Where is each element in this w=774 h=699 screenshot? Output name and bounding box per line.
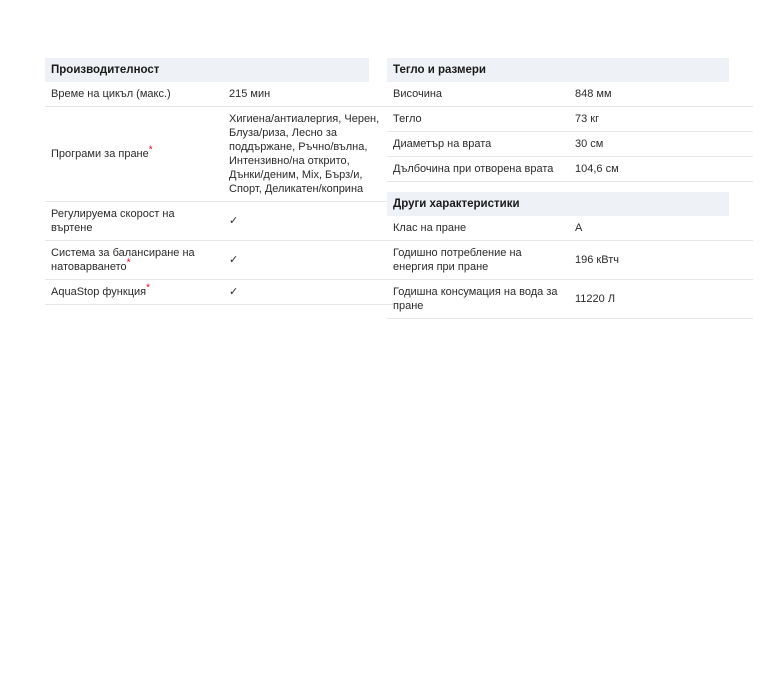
specification-sheet (45, 58, 729, 319)
footnote-asterisk: * (148, 144, 153, 156)
section-title-performance: Производителност (51, 64, 160, 76)
row-label-text: Програми за пране (51, 148, 149, 160)
table-row (387, 82, 753, 107)
row-value: 196 кВтч (569, 241, 753, 280)
row-label: Височина (387, 82, 569, 107)
dimensions-table (387, 82, 753, 182)
table-row (45, 202, 393, 241)
row-label-text: Система за балансиране на натоварването (51, 247, 195, 273)
row-label (45, 241, 223, 280)
left-column (45, 58, 387, 319)
table-row (387, 280, 753, 319)
table-row (45, 241, 393, 280)
row-label (45, 107, 223, 202)
section-title-dimensions: Тегло и размери (393, 64, 486, 76)
row-label: Регулируема скорост на въртене (45, 202, 223, 241)
section-header-performance (45, 58, 369, 82)
section-title-other: Други характеристики (393, 198, 520, 210)
table-row (387, 132, 753, 157)
section-header-other (387, 192, 729, 216)
table-row (45, 107, 393, 202)
row-value: 30 см (569, 132, 753, 157)
row-value-check-icon: ✓ (223, 241, 393, 280)
row-value: 104,6 см (569, 157, 753, 182)
row-value: Хигиена/антиалергия, Черен, Блуза/риза, Лесно за поддържане, Ръчно/вълна, Интензивно/на открито, Дънки/деним, Mix, Бърз/и, Спорт, Деликатен/коприна (223, 107, 393, 202)
row-label: Тегло (387, 107, 569, 132)
row-value: A (569, 216, 753, 241)
row-value-check-icon: ✓ (223, 280, 393, 305)
table-row (387, 216, 753, 241)
row-label (45, 280, 223, 305)
footnote-asterisk: * (126, 257, 131, 269)
section-header-dimensions (387, 58, 729, 82)
row-label: Време на цикъл (макс.) (45, 82, 223, 107)
row-value: 848 мм (569, 82, 753, 107)
table-row (45, 280, 393, 305)
table-row (387, 157, 753, 182)
row-label: Дълбочина при отворена врата (387, 157, 569, 182)
footnote-asterisk: * (146, 282, 150, 294)
table-row (387, 241, 753, 280)
row-label: Диаметър на врата (387, 132, 569, 157)
row-value: 215 мин (223, 82, 393, 107)
row-label: Годишна консумация на вода за пране (387, 280, 569, 319)
row-value: 11220 Л (569, 280, 753, 319)
row-value-check-icon: ✓ (223, 202, 393, 241)
row-value: 73 кг (569, 107, 753, 132)
right-column (387, 58, 729, 319)
performance-table (45, 82, 393, 305)
other-features-table (387, 216, 753, 319)
row-label: Клас на пране (387, 216, 569, 241)
table-row (45, 82, 393, 107)
table-row (387, 107, 753, 132)
row-label-text: AquaStop функция (51, 286, 147, 298)
row-label: Годишно потребление на енергия при пране (387, 241, 569, 280)
